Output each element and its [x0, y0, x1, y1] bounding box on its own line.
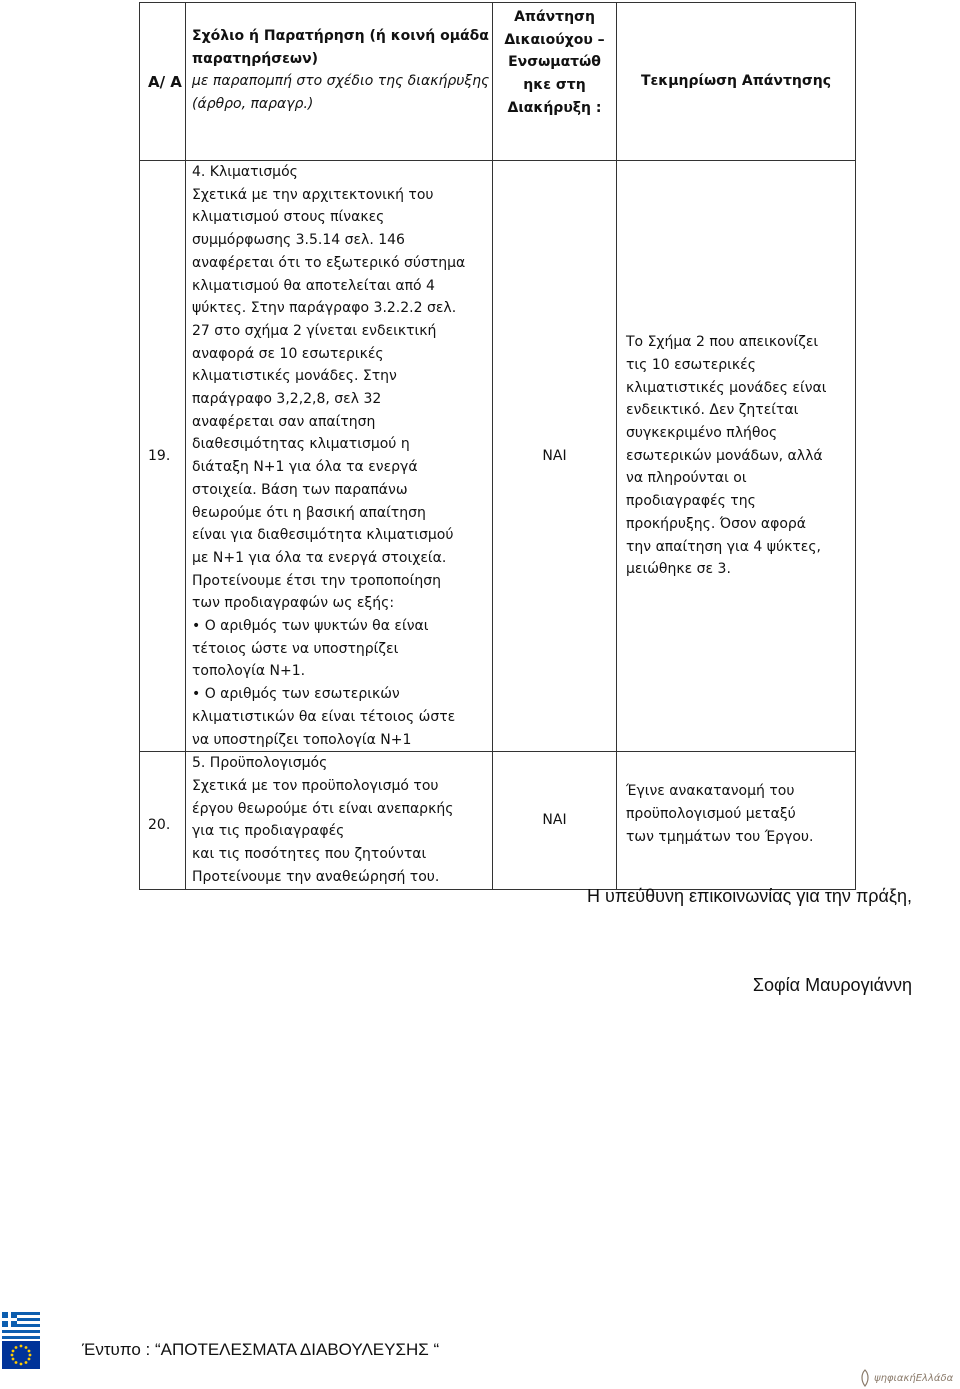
justification-line: την απαίτηση για 4 ψύκτες,: [626, 538, 822, 555]
justification-line: Το Σχήμα 2 που απεικονίζει: [626, 334, 819, 351]
comment-line: 27 στο σχήμα 2 γίνεται ενδεικτική: [192, 322, 437, 339]
header-answer: Απάντηση Δικαιούχου – Ενσωματώθ ηκε στη Διακήρυξη :: [493, 3, 617, 161]
justification-line: των τμημάτων του Έργου.: [626, 828, 814, 845]
logo-text: ψηφιακήΕλλάδα: [874, 1373, 954, 1384]
comment-line: κλιματισμού στους πίνακες: [192, 209, 385, 226]
justification-line: προϋπολογισμού μεταξύ: [626, 805, 796, 822]
comment-line: αναφέρεται σαν απαίτηση: [192, 413, 376, 430]
flags-group: [0, 1312, 44, 1377]
justification-line: Έγινε ανακατανομή του: [626, 783, 795, 800]
justification-line: μειώθηκε σε 3.: [626, 561, 731, 578]
comment-line: 4. Κλιματισμός: [192, 164, 298, 180]
row-justification: [617, 161, 856, 752]
form-label: Έντυπο : “ΑΠΟΤΕΛΕΣΜΑΤΑ ΔΙΑΒΟΥΛΕΥΣΗΣ “: [82, 1340, 440, 1359]
logo-icon: [858, 1369, 872, 1387]
justification-line: τις 10 εσωτερικές: [626, 356, 756, 373]
comment-line: με Ν+1 για όλα τα ενεργά στοιχεία.: [192, 549, 447, 566]
comment-line: • Ο αριθμός των ψυκτών θα είναι: [192, 618, 429, 635]
justification-line: να πληρούνται οι: [626, 470, 747, 487]
comment-line: 5. Προϋπολογισμός: [192, 755, 328, 772]
justification-line: ενδεικτικό. Δεν ζητείται: [626, 402, 799, 419]
comment-line: θεωρούμε ότι η βασική απαίτηση: [192, 504, 426, 521]
header-comment-subtitle: με παραπομπή στο σχέδιο της διακήρυξης (άρθρο, παραγρ.): [192, 73, 490, 113]
comment-line: τέτοιος ώστε να υποστηρίζει: [192, 640, 399, 657]
table-header-row: [140, 3, 856, 161]
header-id: Α/ Α: [140, 3, 186, 161]
comment-line: έργου θεωρούμε ότι είναι ανεπαρκής: [192, 800, 454, 817]
signature-name: Σοφία Μαυρογιάννη: [752, 975, 912, 995]
comment-line: παράγραφο 3,2,2,8, σελ 32: [192, 391, 382, 408]
comment-line: κλιματισμού θα αποτελείται από 4: [192, 277, 435, 294]
justification-line: προκήρυξης. Όσον αφορά: [626, 515, 807, 532]
comment-line: να υποστηρίζει τοπολογία Ν+1: [192, 731, 412, 748]
comment-line: και τις ποσότητες που ζητούνται: [192, 846, 427, 863]
comment-line: για τις προδιαγραφές: [192, 823, 345, 840]
comment-line: διαθεσιμότητας κλιματισμού η: [192, 436, 410, 453]
row-id: 19.: [140, 161, 186, 752]
comment-line: • Ο αριθμός των εσωτερικών: [192, 686, 400, 703]
signature-role: Η υπεύθυνη επικοινωνίας για την πράξη,: [586, 886, 912, 906]
comment-line: Σχετικά με την αρχιτεκτονική του: [192, 186, 434, 203]
header-justification: Τεκμηρίωση Απάντησης: [617, 3, 856, 161]
justification-line: προδιαγραφές της: [626, 493, 756, 510]
row-answer: ΝΑΙ: [493, 752, 617, 889]
comment-line: κλιματιστικές μονάδες. Στην: [192, 368, 397, 385]
row-justification: [617, 752, 856, 889]
comment-line: είναι για διαθεσιμότητα κλιματισμού: [192, 527, 454, 544]
comment-line: ψύκτες. Στην παράγραφο 3.2.2.2 σελ.: [192, 300, 457, 317]
digital-greece-logo: [858, 1368, 960, 1389]
header-comment: [186, 3, 493, 161]
comment-line: στοιχεία. Βάση των παραπάνω: [192, 481, 408, 498]
comment-line: συμμόρφωσης 3.5.14 σελ. 146: [192, 232, 405, 249]
comment-line: τοπολογία Ν+1.: [192, 663, 306, 680]
consultation-results-table: [139, 2, 856, 890]
comment-line: αναφέρεται ότι το εξωτερικό σύστημα: [192, 254, 466, 271]
row-answer: ΝΑΙ: [493, 161, 617, 752]
table-row: [140, 752, 856, 889]
comment-line: αναφορά σε 10 εσωτερικές: [192, 345, 384, 362]
justification-line: κλιματιστικές μονάδες είναι: [626, 379, 827, 396]
comment-line: κλιματιστικών θα είναι τέτοιος ώστε: [192, 708, 456, 725]
header-comment-title: Σχόλιο ή Παρατήρηση (ή κοινή ομάδα παρατηρήσεων): [192, 28, 489, 67]
comment-line: διάταξη Ν+1 για όλα τα ενεργά: [192, 459, 418, 476]
row-id: 20.: [140, 752, 186, 889]
comment-line: Προτείνουμε έτσι την τροποποίηση: [192, 572, 441, 589]
row-comment: [186, 752, 493, 889]
table-row: [140, 161, 856, 752]
comment-line: των προδιαγραφών ως εξής:: [192, 595, 395, 612]
eu-flag-icon: [0, 1341, 44, 1373]
comment-line: Προτείνουμε την αναθεώρησή του.: [192, 868, 440, 885]
justification-line: συγκεκριμένο πλήθος: [626, 425, 778, 442]
comment-line: Σχετικά με τον προϋπολογισμό του: [192, 777, 439, 794]
justification-line: εσωτερικών μονάδων, αλλά: [626, 447, 823, 464]
row-comment: [186, 161, 493, 752]
